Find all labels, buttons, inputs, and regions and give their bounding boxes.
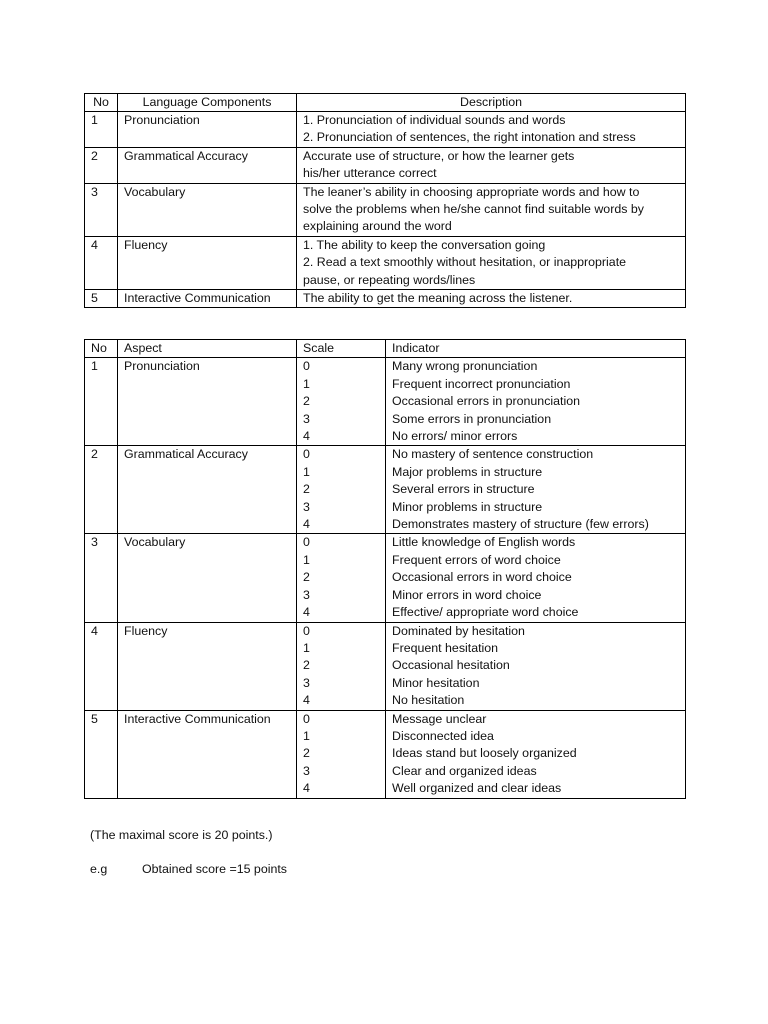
header-aspect: Aspect xyxy=(118,340,297,358)
scale-value: 3 xyxy=(303,587,310,602)
indicator-text: Dominated by hesitation xyxy=(392,623,525,638)
indicator-text: Disconnected idea xyxy=(392,728,494,743)
example-note xyxy=(90,862,287,876)
indicator-text: Frequent hesitation xyxy=(392,640,499,655)
indicator-text: Little knowledge of English words xyxy=(392,535,576,550)
scale-value: 0 xyxy=(303,711,310,726)
header-description: Description xyxy=(297,94,686,112)
table-row xyxy=(85,147,686,183)
component-description xyxy=(297,147,686,183)
component-name: Vocabulary xyxy=(118,183,297,236)
indicator-text: Demonstrates mastery of structure (few errors) xyxy=(392,517,649,532)
indicator-text: Frequent incorrect pronunciation xyxy=(392,376,571,391)
description-line: The ability to get the meaning across the listener. xyxy=(303,291,573,306)
indicator-text: Minor problems in structure xyxy=(392,499,543,514)
indicator-cell xyxy=(386,358,686,446)
table-row xyxy=(85,710,686,798)
description-line: 1. The ability to keep the conversation going xyxy=(303,237,546,252)
scale-value: 1 xyxy=(303,552,310,567)
indicator-text: Minor errors in word choice xyxy=(392,587,542,602)
aspect-name: Fluency xyxy=(118,622,297,710)
indicator-text: Frequent errors of word choice xyxy=(392,552,561,567)
row-number: 3 xyxy=(85,534,118,622)
scale-value: 0 xyxy=(303,623,310,638)
description-line: 2. Pronunciation of sentences, the right intonation and stress xyxy=(303,130,636,145)
header-language-components: Language Components xyxy=(118,94,297,112)
description-line: pause, or repeating words/lines xyxy=(303,272,476,287)
description-line: his/her utterance correct xyxy=(303,166,437,181)
header-no: No xyxy=(85,340,118,358)
description-line: 2. Read a text smoothly without hesitation, or inappropriate xyxy=(303,255,627,270)
language-components-table xyxy=(84,93,686,308)
scale-value: 3 xyxy=(303,411,310,426)
table-row xyxy=(85,183,686,236)
scale-value: 4 xyxy=(303,781,310,796)
indicator-text: No hesitation xyxy=(392,693,465,708)
indicator-text: Clear and organized ideas xyxy=(392,763,537,778)
description-line: 1. Pronunciation of individual sounds and words xyxy=(303,113,566,127)
description-line: solve the problems when he/she cannot find suitable words by xyxy=(303,202,644,217)
scale-value: 1 xyxy=(303,464,310,479)
scale-cell xyxy=(297,358,386,446)
scale-value: 1 xyxy=(303,640,310,655)
description-line: The leaner’s ability in choosing appropriate words and how to xyxy=(303,184,640,199)
scale-cell xyxy=(297,622,386,710)
table-row xyxy=(85,534,686,622)
indicator-text: Some errors in pronunciation xyxy=(392,411,552,426)
row-number: 3 xyxy=(85,183,118,236)
aspect-name: Vocabulary xyxy=(118,534,297,622)
description-line: explaining around the word xyxy=(303,219,452,234)
scale-value: 3 xyxy=(303,675,310,690)
indicator-text: Occasional hesitation xyxy=(392,658,510,673)
indicator-text: No errors/ minor errors xyxy=(392,429,518,444)
component-description xyxy=(297,290,686,308)
indicator-text: Minor hesitation xyxy=(392,675,480,690)
max-score-note: (The maximal score is 20 points.) xyxy=(90,828,273,842)
indicator-text: Many wrong pronunciation xyxy=(392,359,538,374)
scale-cell xyxy=(297,710,386,798)
table-header-row xyxy=(85,340,686,358)
indicator-text: No mastery of sentence construction xyxy=(392,447,594,462)
indicator-text: Well organized and clear ideas xyxy=(392,781,562,796)
indicator-cell xyxy=(386,622,686,710)
aspect-name: Grammatical Accuracy xyxy=(118,446,297,534)
indicator-text: Several errors in structure xyxy=(392,482,535,497)
component-description xyxy=(297,112,686,148)
table-row xyxy=(85,236,686,289)
table-row xyxy=(85,112,686,148)
indicator-text: Effective/ appropriate word choice xyxy=(392,605,579,620)
component-name: Interactive Communication xyxy=(118,290,297,308)
scale-value: 2 xyxy=(303,658,310,673)
header-no: No xyxy=(85,94,118,112)
scale-cell xyxy=(297,534,386,622)
row-number: 5 xyxy=(85,290,118,308)
indicator-cell xyxy=(386,710,686,798)
example-label: e.g xyxy=(90,862,108,876)
aspect-name: Pronunciation xyxy=(118,358,297,446)
row-number: 1 xyxy=(85,112,118,148)
scale-cell xyxy=(297,446,386,534)
row-number: 5 xyxy=(85,710,118,798)
example-value: Obtained score =15 points xyxy=(142,862,287,876)
scale-value: 2 xyxy=(303,394,310,409)
table-row xyxy=(85,358,686,446)
component-name: Pronunciation xyxy=(118,112,297,148)
scale-value: 4 xyxy=(303,693,310,708)
indicator-text: Ideas stand but loosely organized xyxy=(392,746,577,761)
scale-value: 4 xyxy=(303,605,310,620)
scale-value: 0 xyxy=(303,447,310,462)
scale-value: 3 xyxy=(303,499,310,514)
component-description xyxy=(297,236,686,289)
scale-value: 0 xyxy=(303,359,310,374)
row-number: 4 xyxy=(85,236,118,289)
description-line: Accurate use of structure, or how the learner gets xyxy=(303,148,575,163)
component-description xyxy=(297,183,686,236)
scale-value: 0 xyxy=(303,535,310,550)
scale-value: 3 xyxy=(303,763,310,778)
scale-value: 2 xyxy=(303,570,310,585)
indicator-text: Occasional errors in pronunciation xyxy=(392,394,581,409)
scale-value: 2 xyxy=(303,746,310,761)
indicator-cell xyxy=(386,534,686,622)
scale-value: 4 xyxy=(303,517,310,532)
scoring-rubric-table xyxy=(84,339,686,799)
row-number: 1 xyxy=(85,358,118,446)
indicator-text: Message unclear xyxy=(392,711,487,726)
header-scale: Scale xyxy=(297,340,386,358)
component-name: Fluency xyxy=(118,236,297,289)
indicator-text: Major problems in structure xyxy=(392,464,543,479)
table-row xyxy=(85,446,686,534)
row-number: 2 xyxy=(85,147,118,183)
aspect-name: Interactive Communication xyxy=(118,710,297,798)
indicator-text: Occasional errors in word choice xyxy=(392,570,572,585)
table-row xyxy=(85,290,686,308)
header-indicator: Indicator xyxy=(386,340,686,358)
component-name: Grammatical Accuracy xyxy=(118,147,297,183)
scale-value: 1 xyxy=(303,376,310,391)
scale-value: 2 xyxy=(303,482,310,497)
indicator-cell xyxy=(386,446,686,534)
scale-value: 4 xyxy=(303,429,310,444)
row-number: 2 xyxy=(85,446,118,534)
row-number: 4 xyxy=(85,622,118,710)
table-header-row xyxy=(85,94,686,112)
scale-value: 1 xyxy=(303,728,310,743)
table-row xyxy=(85,622,686,710)
